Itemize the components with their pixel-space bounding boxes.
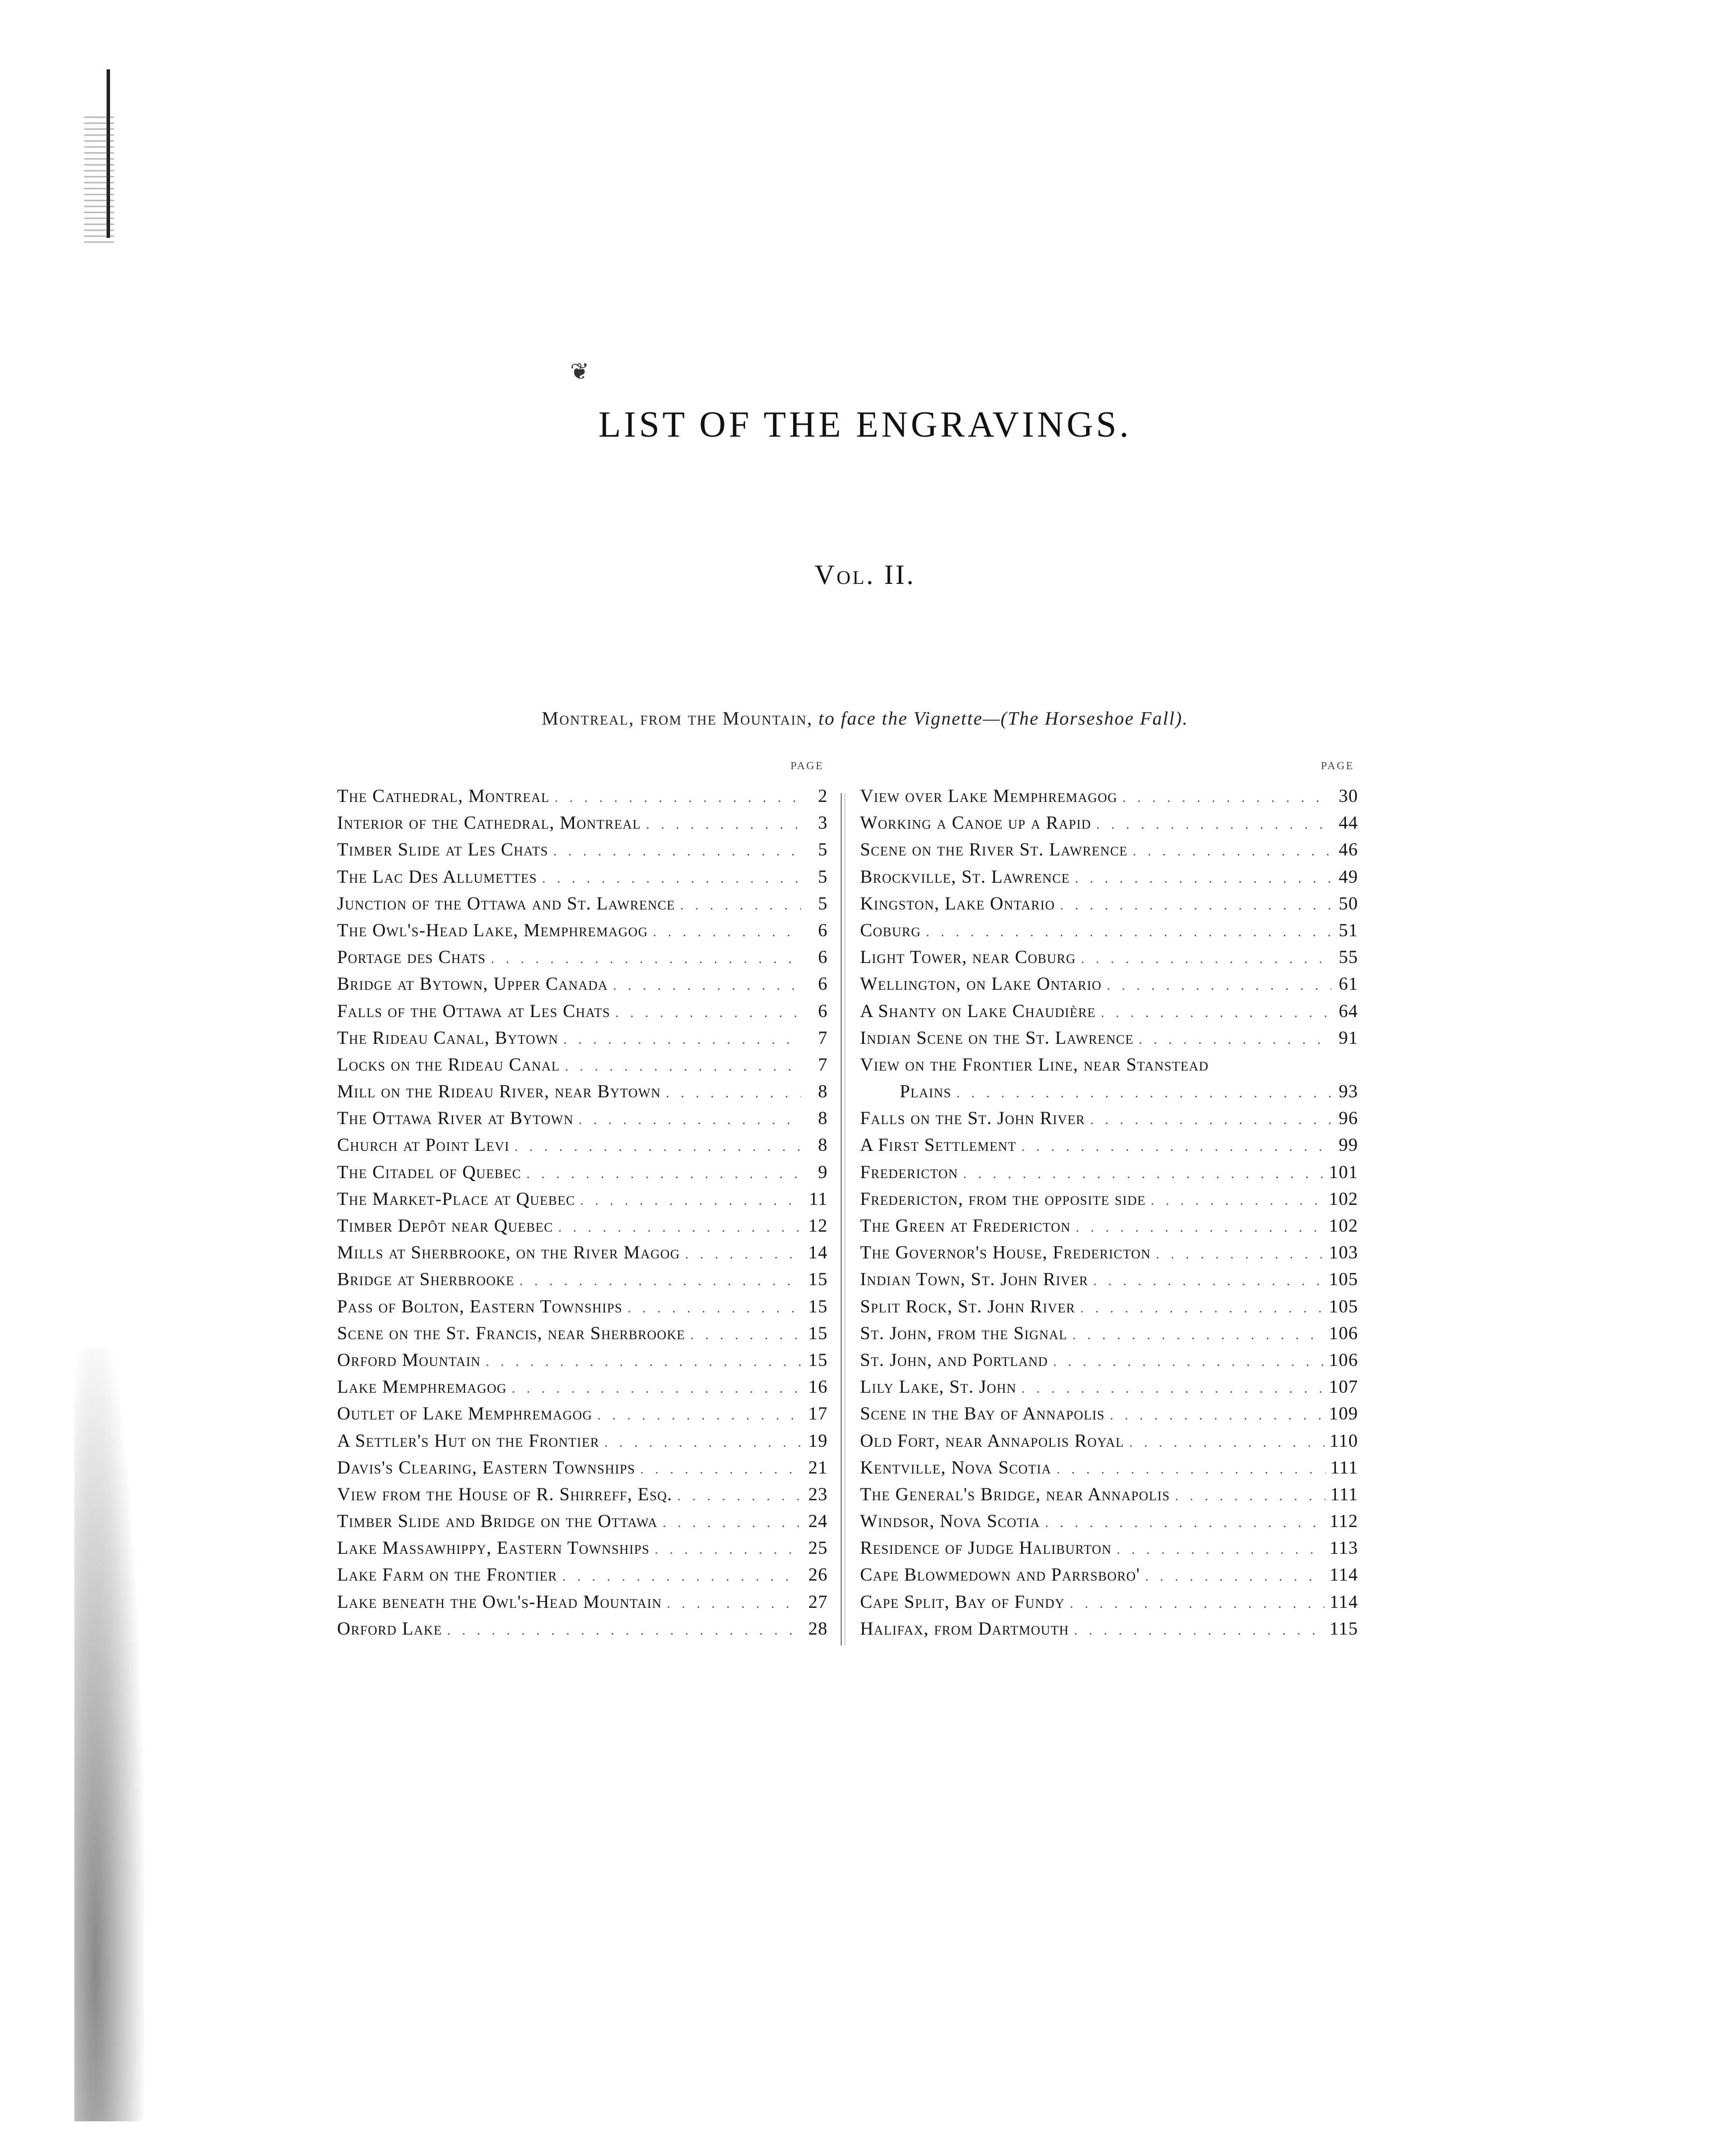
- engraving-entry: [860, 1320, 1358, 1347]
- dot-leader: [526, 1161, 801, 1188]
- engraving-title: A Settler's Hut on the Frontier: [337, 1430, 600, 1451]
- dot-leader: [1053, 1349, 1324, 1375]
- dot-leader: [553, 838, 801, 865]
- page-number: 16: [808, 1377, 828, 1398]
- volume-prefix: Vol.: [814, 560, 875, 590]
- engraving-entry: [337, 1455, 828, 1481]
- dot-leader: [926, 919, 1331, 946]
- page-number: 6: [818, 1001, 828, 1021]
- engraving-entry: [337, 944, 828, 971]
- page-number: 110: [1329, 1430, 1358, 1451]
- engraving-entry: [337, 783, 828, 810]
- dot-leader: [653, 919, 801, 946]
- dot-leader: [685, 1241, 801, 1268]
- column-divider: [841, 793, 842, 1645]
- page-number: 8: [818, 1081, 828, 1102]
- engraving-title: Junction of the Ottawa and St. Lawrence: [337, 893, 676, 914]
- dot-leader: [663, 1510, 801, 1536]
- page-number: 107: [1328, 1377, 1358, 1398]
- page-number: 114: [1329, 1591, 1358, 1612]
- engraving-title: Brockville, St. Lawrence: [860, 866, 1070, 887]
- engraving-entry: [860, 1428, 1358, 1455]
- engraving-title: View over Lake Memphremagog: [860, 786, 1118, 806]
- engraving-entry: [860, 1052, 1358, 1078]
- engraving-entry: [860, 917, 1358, 944]
- engraving-title: Lake Memphremagog: [337, 1377, 507, 1398]
- engraving-title: Scene on the St. Francis, near Sherbrooke: [337, 1323, 686, 1344]
- dot-leader: [555, 785, 801, 811]
- engraving-title: Wellington, on Lake Ontario: [860, 974, 1102, 995]
- dot-leader: [486, 1349, 801, 1375]
- engraving-entry: [337, 971, 828, 998]
- dot-leader: [1096, 811, 1331, 838]
- page-number: 44: [1338, 813, 1358, 834]
- engraving-entry: [337, 1508, 828, 1535]
- dot-leader: [512, 1375, 801, 1402]
- engraving-entry: [860, 810, 1358, 837]
- page-number: 64: [1338, 1001, 1358, 1021]
- engraving-entry: [860, 1266, 1358, 1293]
- dot-leader: [565, 1053, 802, 1080]
- dot-leader: [558, 1214, 801, 1241]
- engraving-title: The Market-Place at Quebec: [337, 1189, 576, 1209]
- dot-leader: [680, 892, 801, 919]
- engraving-title: A First Settlement: [860, 1135, 1017, 1156]
- engraving-entry: [337, 1052, 828, 1078]
- engraving-entry: [337, 1616, 828, 1643]
- dot-leader: [963, 1161, 1324, 1188]
- page-number: 14: [808, 1243, 828, 1263]
- engraving-title: Old Fort, near Annapolis Royal: [860, 1430, 1124, 1451]
- engraving-title: Lake Massawhippy, Eastern Townships: [337, 1538, 650, 1559]
- page-number: 113: [1329, 1538, 1358, 1559]
- engraving-title: Cape Blowmedown and Parrsboro': [860, 1565, 1141, 1586]
- engraving-entry: [860, 837, 1358, 863]
- engraving-title: Fredericton: [860, 1162, 958, 1183]
- engraving-entry: [860, 1535, 1358, 1562]
- engraving-entry: [860, 1589, 1358, 1616]
- engraving-title: Plains: [900, 1081, 952, 1102]
- engraving-entry: [337, 917, 828, 944]
- engraving-title: Coburg: [860, 920, 921, 941]
- page-number: 106: [1328, 1350, 1358, 1370]
- engraving-title: The Lac Des Allumettes: [337, 866, 537, 887]
- dot-leader: [1117, 1536, 1325, 1563]
- engraving-title: Fredericton, from the opposite side: [860, 1189, 1146, 1209]
- page-number: 5: [818, 840, 828, 860]
- dot-leader: [646, 811, 801, 838]
- page-number: 12: [808, 1216, 828, 1236]
- engraving-title: Residence of Judge Haliburton: [860, 1538, 1112, 1559]
- dot-leader: [1072, 1322, 1324, 1349]
- dot-leader: [690, 1322, 801, 1349]
- engraving-entry: [337, 1159, 828, 1186]
- page-number: 26: [808, 1565, 828, 1586]
- dot-leader: [1021, 1134, 1331, 1160]
- page-number: 15: [808, 1269, 828, 1290]
- page-number: 6: [818, 974, 828, 995]
- engraving-entry: [860, 1294, 1358, 1320]
- engraving-entry: [337, 1428, 828, 1455]
- page-number: 106: [1328, 1323, 1358, 1344]
- page-number: 115: [1329, 1618, 1358, 1639]
- page-number: 61: [1338, 974, 1358, 995]
- left-entry-list: [337, 783, 828, 1643]
- volume-number: II.: [884, 560, 916, 590]
- engraving-entry: [337, 1105, 828, 1132]
- dot-leader: [580, 1188, 801, 1214]
- engraving-title: Lake Farm on the Frontier: [337, 1565, 558, 1586]
- engraving-entry: [337, 1562, 828, 1589]
- right-column: [860, 759, 1358, 1643]
- page-number: 19: [808, 1430, 828, 1451]
- dot-leader: [956, 1080, 1331, 1107]
- engraving-entry: [337, 1320, 828, 1347]
- engraving-title: Falls on the St. John River: [860, 1108, 1086, 1129]
- engraving-entry: [860, 864, 1358, 891]
- engraving-entry: [860, 1508, 1358, 1535]
- dot-leader: [563, 1026, 801, 1053]
- page-number: 93: [1338, 1081, 1358, 1102]
- dot-leader: [491, 946, 801, 972]
- engraving-title: Split Rock, St. John River: [860, 1296, 1076, 1317]
- engraving-title: Scene in the Bay of Annapolis: [860, 1404, 1105, 1424]
- engraving-entry: [860, 891, 1358, 917]
- page-number: 112: [1329, 1511, 1358, 1532]
- dot-leader: [578, 1107, 801, 1134]
- dot-leader: [1090, 1107, 1331, 1134]
- engraving-entry: [860, 944, 1358, 971]
- dot-leader: [1129, 1429, 1325, 1456]
- engraving-entry: [337, 998, 828, 1025]
- page-number: 99: [1338, 1135, 1358, 1156]
- page-number: 51: [1338, 920, 1358, 941]
- page-number: 30: [1338, 786, 1358, 806]
- frontispiece-vignette: (The Horseshoe Fall).: [1000, 708, 1189, 729]
- dot-leader: [1107, 972, 1331, 999]
- page-number: 28: [808, 1618, 828, 1639]
- engraving-entry: [337, 1213, 828, 1240]
- dot-leader: [515, 1134, 801, 1160]
- scan-speckle: [84, 114, 114, 243]
- page-number: 49: [1338, 866, 1358, 887]
- page-number: 7: [818, 1027, 828, 1048]
- page-number: 15: [808, 1296, 828, 1317]
- left-column: [337, 759, 828, 1643]
- dot-leader: [1074, 1617, 1325, 1644]
- engraving-title: Timber Slide at Les Chats: [337, 840, 549, 860]
- dot-leader: [1133, 838, 1331, 865]
- page-number: 111: [1330, 1457, 1358, 1478]
- engraving-title: Windsor, Nova Scotia: [860, 1511, 1040, 1532]
- engraving-title: Cape Split, Bay of Fundy: [860, 1591, 1065, 1612]
- dot-leader: [1060, 892, 1331, 919]
- engraving-entry: [860, 1240, 1358, 1266]
- engraving-entry: [860, 1132, 1358, 1159]
- page-number: 102: [1328, 1189, 1358, 1209]
- engraving-title: St. John, from the Signal: [860, 1323, 1068, 1344]
- dot-leader: [1094, 1268, 1324, 1295]
- engraving-entry: [337, 1589, 828, 1616]
- dot-leader: [615, 1000, 801, 1026]
- dot-leader: [1056, 1456, 1325, 1483]
- dot-leader: [1175, 1483, 1325, 1510]
- engraving-entry: [337, 891, 828, 917]
- dot-leader: [519, 1268, 801, 1295]
- dot-leader: [562, 1563, 801, 1590]
- dot-leader: [613, 972, 801, 999]
- dot-leader: [1151, 1188, 1324, 1214]
- engraving-title: Timber Depôt near Quebec: [337, 1216, 553, 1236]
- engraving-title: Outlet of Lake Memphremagog: [337, 1404, 593, 1424]
- page-column-heading: PAGE: [1321, 759, 1354, 772]
- engraving-title: Working a Canoe up a Rapid: [860, 813, 1092, 834]
- scan-edge-shadow: [74, 1348, 144, 2121]
- page-number: 105: [1328, 1269, 1358, 1290]
- dot-leader: [1022, 1375, 1324, 1402]
- page-number: 96: [1338, 1108, 1358, 1129]
- page-number: 114: [1329, 1565, 1358, 1586]
- page-number: 23: [808, 1484, 828, 1505]
- engraving-entry: [337, 1078, 828, 1105]
- engraving-entry: [337, 1535, 828, 1562]
- engraving-title: The Citadel of Quebec: [337, 1162, 521, 1183]
- engraving-entry: [337, 864, 828, 891]
- page-title: LIST OF THE ENGRAVINGS.: [598, 404, 1132, 445]
- engraving-entry: [860, 1374, 1358, 1401]
- dot-leader: [628, 1295, 801, 1322]
- page-number: 24: [808, 1511, 828, 1532]
- engraving-title: View from the House of R. Shirreff, Esq.: [337, 1484, 673, 1505]
- dot-leader: [1081, 946, 1331, 972]
- page-number: 109: [1328, 1404, 1358, 1424]
- page-number: 55: [1338, 947, 1358, 968]
- engraving-title: Lake beneath the Owl's-Head Mountain: [337, 1591, 662, 1612]
- engraving-title: Mill on the Rideau River, near Bytown: [337, 1081, 661, 1102]
- engraving-entry: [860, 998, 1358, 1025]
- engraving-entry: [860, 1105, 1358, 1132]
- engraving-title: Kentville, Nova Scotia: [860, 1457, 1052, 1478]
- engraving-title: Bridge at Bytown, Upper Canada: [337, 974, 608, 995]
- printer-ornament-icon: ❦: [570, 358, 589, 385]
- page-number: 7: [818, 1054, 828, 1075]
- dot-leader: [1122, 785, 1331, 811]
- engraving-title: Church at Point Levi: [337, 1135, 510, 1156]
- engraving-entry: [337, 810, 828, 837]
- engraving-entry: [337, 1401, 828, 1427]
- page-number: 101: [1328, 1162, 1358, 1183]
- engraving-entry: [860, 1186, 1358, 1213]
- engraving-title: Davis's Clearing, Eastern Townships: [337, 1457, 635, 1478]
- page-number: 21: [808, 1457, 828, 1478]
- dot-leader: [1110, 1402, 1324, 1429]
- engraving-title: The Cathedral, Montreal: [337, 786, 550, 806]
- dot-leader: [447, 1617, 801, 1644]
- engraving-title: Interior of the Cathedral, Montreal: [337, 813, 641, 834]
- dot-leader: [1145, 1563, 1325, 1590]
- engraving-entry: [860, 1455, 1358, 1481]
- engraving-entry: [337, 1186, 828, 1213]
- engraving-title: View on the Frontier Line, near Stanstead: [860, 1054, 1209, 1075]
- frontispiece-line: [0, 708, 1730, 730]
- page-number: 9: [818, 1162, 828, 1183]
- engraving-title: Orford Mountain: [337, 1350, 481, 1370]
- dot-leader: [1076, 1214, 1324, 1241]
- dot-leader: [667, 1590, 801, 1617]
- engraving-title: Scene on the River St. Lawrence: [860, 840, 1128, 860]
- engraving-entry: [337, 1481, 828, 1508]
- page-number: 25: [808, 1538, 828, 1559]
- volume-heading: [0, 559, 1730, 591]
- engraving-title: Mills at Sherbrooke, on the River Magog: [337, 1243, 681, 1263]
- engraving-entry: [860, 1347, 1358, 1374]
- engraving-title: The Governor's House, Fredericton: [860, 1243, 1151, 1263]
- engraving-entry: [860, 1025, 1358, 1052]
- engraving-title: Halifax, from Dartmouth: [860, 1618, 1069, 1639]
- engraving-title: Orford Lake: [337, 1618, 442, 1639]
- engraving-entry: [337, 1294, 828, 1320]
- engraving-title: The Rideau Canal, Bytown: [337, 1027, 559, 1048]
- engraving-title: St. John, and Portland: [860, 1350, 1048, 1370]
- engraving-entry: [337, 1240, 828, 1266]
- page-number: 27: [808, 1591, 828, 1612]
- engraving-title: Kingston, Lake Ontario: [860, 893, 1055, 914]
- page-number: 103: [1328, 1243, 1358, 1263]
- page-number: 15: [808, 1323, 828, 1344]
- page-number: 91: [1338, 1027, 1358, 1048]
- engraving-title: Portage des Chats: [337, 947, 486, 968]
- engraving-title: Bridge at Sherbrooke: [337, 1269, 515, 1290]
- engraving-title: Falls of the Ottawa at Les Chats: [337, 1001, 611, 1021]
- page-column-heading: PAGE: [790, 759, 824, 772]
- engraving-entry: [860, 1481, 1358, 1508]
- page-number: 5: [818, 866, 828, 887]
- page-number: 3: [818, 813, 828, 834]
- engraving-title: Lily Lake, St. John: [860, 1377, 1017, 1398]
- page-number: 111: [1330, 1484, 1358, 1505]
- page-number: 11: [808, 1189, 828, 1209]
- engraving-title: The General's Bridge, near Annapolis: [860, 1484, 1170, 1505]
- engraving-title: The Owl's-Head Lake, Memphremagog: [337, 920, 648, 941]
- engraving-title: Pass of Bolton, Eastern Townships: [337, 1296, 623, 1317]
- engraving-entry: [337, 1374, 828, 1401]
- page-number: 102: [1328, 1216, 1358, 1236]
- dot-leader: [640, 1456, 802, 1483]
- engraving-title: Light Tower, near Coburg: [860, 947, 1076, 968]
- engraving-entry: [337, 1266, 828, 1293]
- right-entry-list: [860, 783, 1358, 1643]
- frontispiece-note: to face the Vignette: [818, 708, 983, 729]
- dot-leader: [1101, 1000, 1331, 1026]
- dot-leader: [1075, 865, 1331, 892]
- engraving-entry: [337, 1132, 828, 1159]
- engraving-entry: [860, 1401, 1358, 1427]
- engraving-title: The Green at Fredericton: [860, 1216, 1071, 1236]
- dot-leader: [1080, 1295, 1324, 1322]
- engraving-entry: [337, 1025, 828, 1052]
- page-number: 17: [808, 1404, 828, 1424]
- engraving-entry: [337, 837, 828, 863]
- page-number: 8: [818, 1108, 828, 1129]
- engraving-title: The Ottawa River at Bytown: [337, 1108, 574, 1129]
- engraving-entry: [860, 1078, 1358, 1105]
- dot-leader: [1045, 1510, 1325, 1536]
- engraving-title: Locks on the Rideau Canal: [337, 1054, 560, 1075]
- page-number: 15: [808, 1350, 828, 1370]
- dot-leader: [604, 1429, 801, 1456]
- dot-leader: [1070, 1590, 1325, 1617]
- page-number: 5: [818, 893, 828, 914]
- dot-leader: [677, 1483, 801, 1510]
- engraving-title: Indian Scene on the St. Lawrence: [860, 1027, 1134, 1048]
- engraving-title: Indian Town, St. John River: [860, 1269, 1089, 1290]
- engraving-entry: [860, 1159, 1358, 1186]
- engraving-entry: [860, 783, 1358, 810]
- frontispiece-label: Montreal, from the Mountain,: [541, 708, 813, 729]
- dot-leader: [542, 865, 801, 892]
- dot-leader: [1156, 1241, 1324, 1268]
- page-number: 6: [818, 920, 828, 941]
- page-number: 105: [1328, 1296, 1358, 1317]
- engraving-entry: [337, 1347, 828, 1374]
- page-number: 8: [818, 1135, 828, 1156]
- dot-leader: [1139, 1026, 1331, 1053]
- engraving-entry: [860, 1213, 1358, 1240]
- frontispiece-sep: —: [982, 708, 1001, 729]
- page-number: 46: [1338, 840, 1358, 860]
- page-number: 50: [1338, 893, 1358, 914]
- engraving-entry: [860, 971, 1358, 998]
- dot-leader: [666, 1080, 801, 1107]
- page-number: 6: [818, 947, 828, 968]
- engraving-title: A Shanty on Lake Chaudière: [860, 1001, 1096, 1021]
- engraving-entry: [860, 1562, 1358, 1589]
- dot-leader: [655, 1536, 801, 1563]
- engraving-title: Timber Slide and Bridge on the Ottawa: [337, 1511, 658, 1532]
- engraving-entry: [860, 1616, 1358, 1643]
- page-number: 2: [818, 786, 828, 806]
- dot-leader: [597, 1402, 801, 1429]
